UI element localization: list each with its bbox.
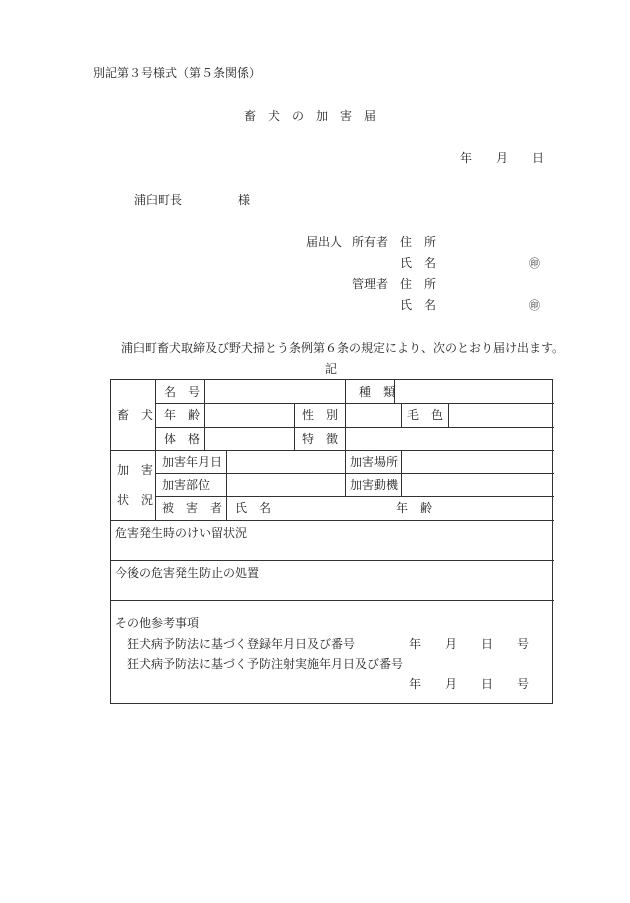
harm-part-label: 加害部位: [162, 478, 211, 492]
victim-age-label: 年 齢: [396, 501, 433, 515]
owner-name-label: 氏 名: [400, 256, 437, 270]
other-notes-label: その他参考事項: [115, 616, 200, 630]
intro-text: 浦臼町畜犬取締及び野犬掃とう条例第６条の規定により、次のとおり届け出ます。: [121, 341, 565, 355]
harm-report-table: [110, 379, 553, 704]
manager-address-label: 住 所: [400, 277, 437, 291]
date-line: 年 月 日: [460, 151, 545, 165]
rabies-vaccination-date-line: 年 月 日 号: [409, 677, 530, 691]
rabies-registration-label: 狂犬病予防法に基づく登録年月日及び番号: [127, 637, 356, 651]
harm-section-label-top: 加 害: [117, 463, 154, 477]
owner-address-label: 住 所: [400, 235, 437, 249]
rabies-registration-date-line: 年 月 日 号: [409, 637, 530, 651]
dog-section-label: 畜 犬: [117, 408, 154, 422]
owner-seal-mark: ㊞: [529, 257, 540, 270]
applicant-label: 届出人: [306, 235, 343, 249]
form-number: 別記第３号様式（第５条関係）: [93, 66, 262, 80]
manager-label: 管理者: [352, 277, 389, 291]
features-label: 特 徴: [302, 432, 339, 446]
sex-label: 性 別: [302, 408, 339, 422]
rabies-vaccination-label: 狂犬病予防法に基づく予防注射実施年月日及び番号: [127, 657, 404, 671]
harm-section-label-bottom: 状 況: [117, 493, 154, 507]
record-label: 記: [325, 362, 338, 376]
victim-name-label: 氏 名: [235, 501, 272, 515]
custody-status-label: 危害発生時のけい留状況: [115, 526, 248, 540]
victim-label: 被 害 者: [162, 501, 223, 515]
addressee-honorific: 様: [238, 193, 251, 207]
breed-label: 種 類: [359, 385, 396, 399]
harm-place-label: 加害場所: [350, 455, 399, 469]
body-label: 体 格: [164, 432, 201, 446]
document-title: 畜 犬 の 加 害 届: [244, 109, 377, 123]
dog-name-label: 名 号: [164, 385, 201, 399]
owner-label: 所有者: [352, 235, 389, 249]
harm-motive-label: 加害動機: [350, 478, 399, 492]
prevention-measures-label: 今後の危害発生防止の処置: [115, 566, 260, 580]
coat-color-label: 毛 色: [407, 408, 444, 422]
addressee-name: 浦臼町長: [134, 193, 183, 207]
harm-date-label: 加害年月日: [162, 455, 223, 469]
manager-name-label: 氏 名: [400, 298, 437, 312]
age-label: 年 齢: [164, 408, 201, 422]
manager-seal-mark: ㊞: [529, 299, 540, 312]
